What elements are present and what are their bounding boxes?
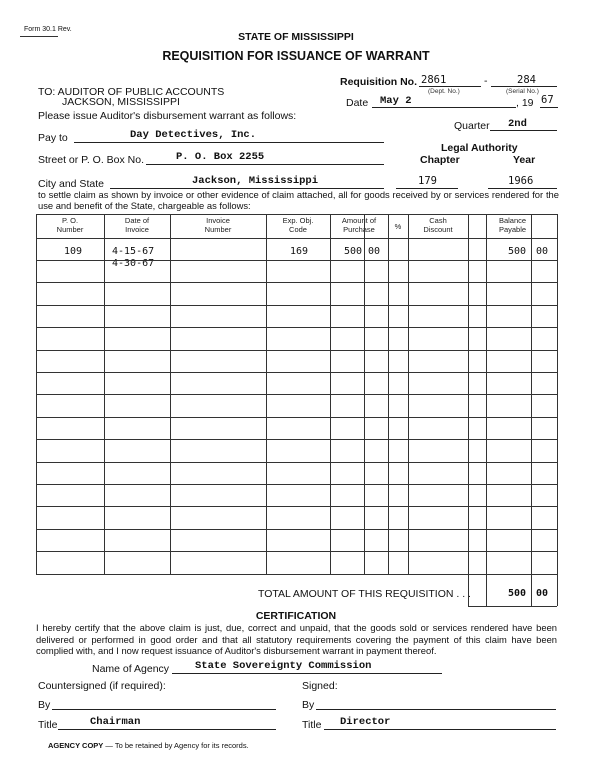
- grid-vline: [468, 214, 469, 606]
- street-label: Street or P. O. Box No.: [38, 154, 145, 166]
- dept-no: 2861: [421, 74, 447, 86]
- amount-cents: 00: [368, 246, 381, 257]
- title-line-right: [324, 729, 556, 730]
- street-value: P. O. Box 2255: [176, 151, 265, 163]
- grid-hline: [36, 260, 557, 261]
- date-year: 67: [541, 94, 554, 106]
- dept-no-line: [419, 86, 481, 87]
- header-amount-of-purchase: Amount of Purchase: [341, 216, 377, 234]
- invoice-date-2: 4-30-67: [112, 258, 155, 269]
- header-exp-obj-code: Exp. Obj. Code: [282, 216, 314, 234]
- header-percent: %: [394, 222, 402, 231]
- quarter-value: 2nd: [508, 118, 527, 130]
- by-label-left: By: [38, 699, 51, 711]
- chapter-value: 179: [418, 175, 437, 187]
- exp-code-value: 169: [290, 246, 309, 257]
- date-label: Date: [346, 97, 369, 109]
- street-line: [146, 164, 384, 165]
- form-number: Form 30.1 Rev.: [24, 26, 72, 33]
- agency-value: State Sovereignty Commission: [195, 660, 372, 672]
- chapter-label: Chapter: [420, 154, 460, 166]
- header-balance-payable: Balance Payable: [498, 216, 527, 234]
- year-line: [540, 107, 558, 108]
- dash: -: [484, 75, 488, 87]
- header-invoice-number: Invoice Number: [204, 216, 232, 234]
- grid-hline: [36, 574, 557, 575]
- date-line: [372, 107, 516, 108]
- amount-value: 500: [344, 246, 363, 257]
- agency-line: [172, 673, 442, 674]
- grid-vline: [486, 214, 487, 606]
- header-date-of-invoice: Date of Invoice: [124, 216, 150, 234]
- invoice-date-1: 4-15-67: [112, 246, 155, 257]
- form-title: REQUISITION FOR ISSUANCE OF WARRANT: [162, 49, 430, 63]
- date-value: May 2: [380, 95, 412, 107]
- settle-text: to settle claim as shown by invoice or other evidence of claim attached, all for goods received by or services rendered for the use and benefit of the State, chargeable as follows:: [38, 189, 559, 211]
- grid-hline: [36, 439, 557, 440]
- grid-hline: [36, 238, 557, 239]
- city-label: City and State: [38, 178, 104, 190]
- serial-no: 284: [517, 74, 536, 86]
- total-cents: 00: [536, 588, 549, 599]
- grid-hline: [36, 506, 557, 507]
- to-label: TO: AUDITOR OF PUBLIC ACCOUNTS: [38, 86, 225, 98]
- title-label-left: Title: [38, 719, 58, 731]
- requisition-label: Requisition No.: [340, 76, 417, 88]
- grid-hline: [36, 484, 557, 485]
- title-left-value: Chairman: [90, 716, 141, 728]
- date-year-prefix: , 19: [516, 97, 534, 109]
- pay-to-value: Day Detectives, Inc.: [130, 129, 257, 141]
- grid-hline: [36, 372, 557, 373]
- header-po-number: P. O. Number: [56, 216, 84, 234]
- footer-note: [48, 741, 249, 750]
- grid-hline: [36, 417, 557, 418]
- city-value: Jackson, Mississippi: [192, 175, 319, 187]
- legal-year-value: 1966: [508, 175, 534, 187]
- by-line-right: [316, 709, 556, 710]
- grid-hline: [36, 551, 557, 552]
- grid-hline: [36, 214, 557, 215]
- certification-text: I hereby certify that the above claim is just, due, correct and unpaid, that the goods sold or services rendered have been delivered or performed in good order and that all statutory requirements covering the payment of this claim have been complied with, and I now request issuance of Auditor's disbursement warrant in payment thereof.: [36, 622, 557, 656]
- grid-hline: [36, 327, 557, 328]
- pay-to-line: [74, 142, 384, 143]
- legal-year-label: Year: [513, 154, 536, 166]
- po-number-value: 109: [64, 246, 83, 257]
- title-right-value: Director: [340, 716, 391, 728]
- grid-hline: [36, 529, 557, 530]
- footer-retain-text: — To be retained by Agency for its records.: [105, 741, 249, 750]
- serial-no-line: [491, 86, 557, 87]
- serial-caption: (Serial No.): [506, 88, 539, 95]
- title-line-left: [58, 729, 276, 730]
- total-value: 500: [508, 588, 527, 599]
- certification-heading: CERTIFICATION: [255, 610, 337, 622]
- state-heading: STATE OF MISSISSIPPI: [238, 31, 354, 43]
- grid-hline: [36, 462, 557, 463]
- grid-vline: [531, 214, 532, 606]
- by-line-left: [52, 709, 276, 710]
- countersigned-label: Countersigned (if required):: [38, 680, 166, 692]
- grid-hline: [36, 305, 557, 306]
- grid-hline: [36, 350, 557, 351]
- by-label-right: By: [302, 699, 315, 711]
- footer-agency-copy: AGENCY COPY: [48, 741, 104, 750]
- title-label-right: Title: [302, 719, 322, 731]
- agency-label: Name of Agency: [92, 663, 170, 675]
- signed-label: Signed:: [302, 680, 338, 692]
- pay-to-label: Pay to: [38, 132, 68, 144]
- dept-caption: (Dept. No.): [428, 88, 460, 95]
- grid-vline: [557, 214, 558, 606]
- quarter-label: Quarter: [454, 120, 490, 132]
- to-city: JACKSON, MISSISSIPPI: [62, 96, 180, 108]
- total-box-bottom: [468, 606, 557, 607]
- ledger-table: [36, 214, 557, 606]
- total-label: TOTAL AMOUNT OF THIS REQUISITION . . .: [258, 588, 471, 600]
- quarter-line: [490, 130, 557, 131]
- balance-cents: 00: [536, 246, 549, 257]
- grid-hline: [36, 282, 557, 283]
- grid-hline: [36, 394, 557, 395]
- balance-value: 500: [508, 246, 527, 257]
- instruction-text: Please issue Auditor's disbursement warrant as follows:: [38, 110, 297, 122]
- legal-authority-label: Legal Authority: [441, 142, 518, 154]
- header-cash-discount: Cash Discount: [423, 216, 453, 234]
